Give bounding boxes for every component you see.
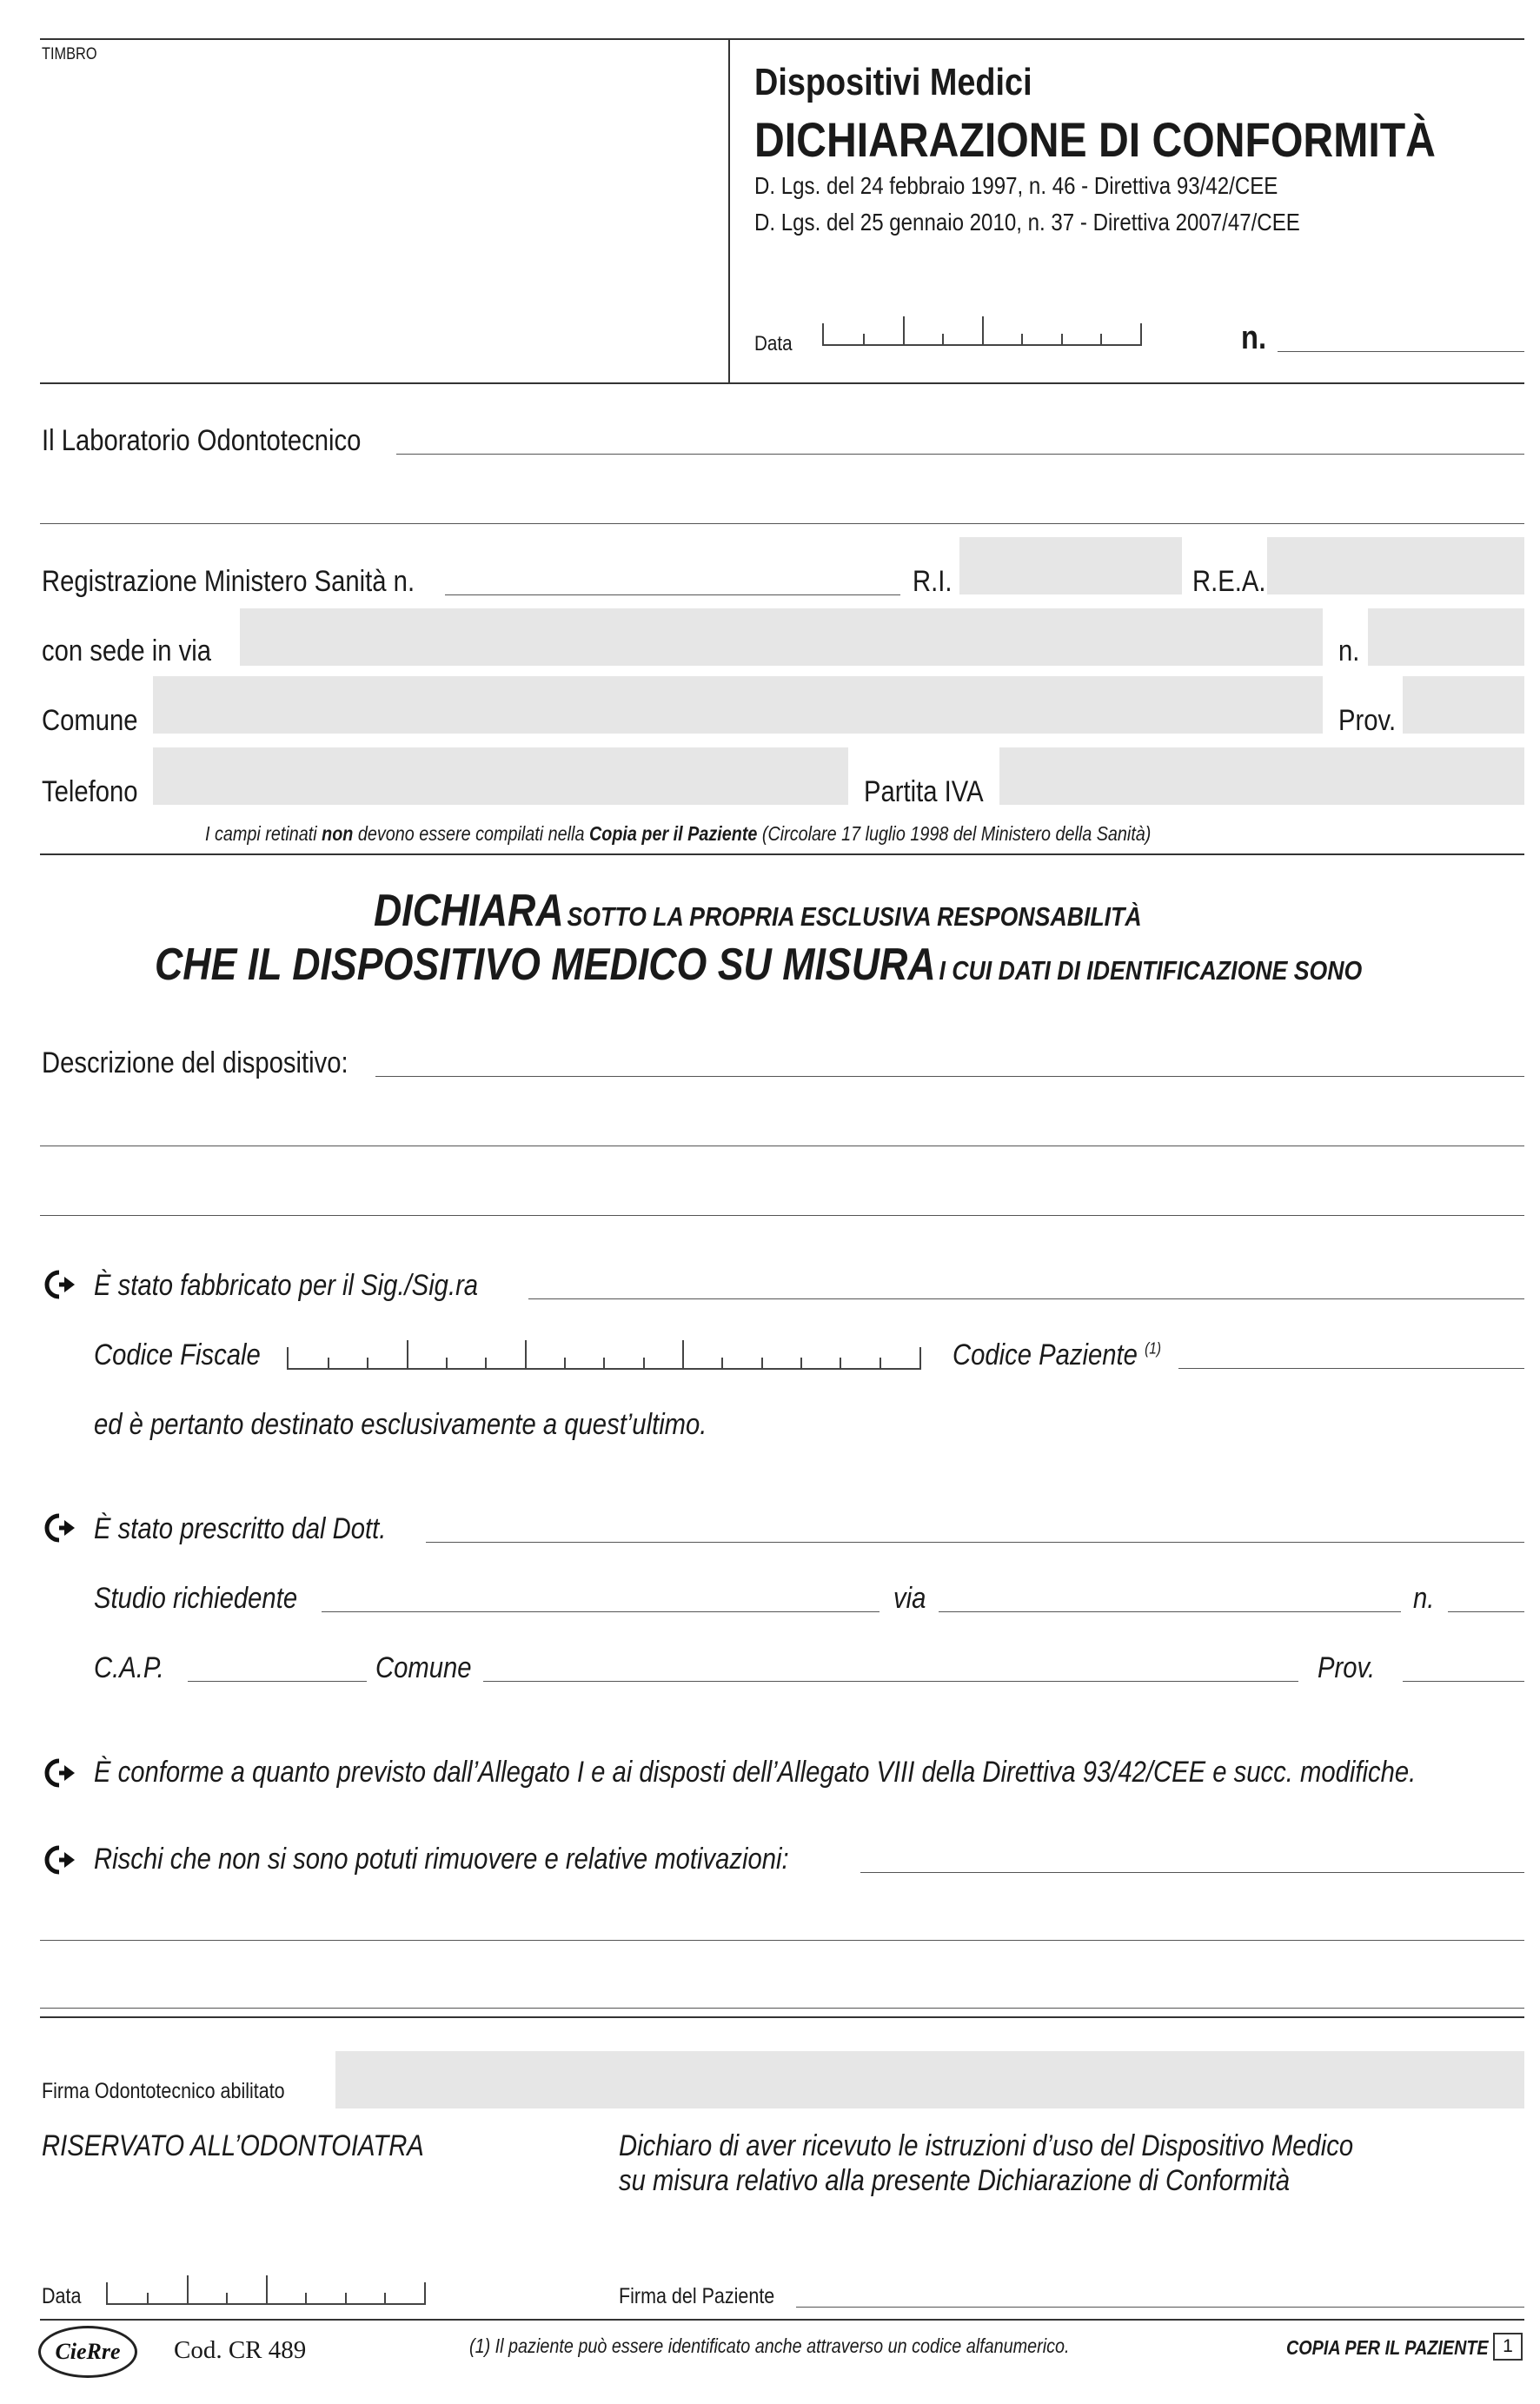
lab-name-field-2[interactable]: [40, 523, 1524, 524]
arrow-bullet-icon: [38, 1512, 76, 1544]
conformity-text: È conforme a quanto previsto dall’Allegato I e ai disposti dell’Allegato VIII della Direttiva 93/42/CEE e succ. modifiche.: [94, 1756, 1417, 1789]
studio-field[interactable]: [322, 1611, 880, 1612]
header-bottom-rule: [40, 382, 1524, 384]
address-label: con sede in via: [42, 634, 212, 667]
header-number-label: n.: [1241, 320, 1267, 356]
technician-signature-field[interactable]: [335, 2051, 1524, 2108]
studio-province-label: Prov.: [1318, 1651, 1376, 1684]
risks-field[interactable]: [860, 1872, 1524, 1873]
tax-code-label: Codice Fiscale: [94, 1338, 261, 1371]
street-number-field[interactable]: [1368, 608, 1524, 666]
patient-code-label: Codice Paziente $^{(1)}$: [953, 1338, 1161, 1371]
lab-label: Il Laboratorio Odontotecnico: [42, 424, 362, 457]
phone-label: Telefono: [42, 775, 138, 808]
technician-signature-label: Firma Odontotecnico abilitato: [42, 2079, 285, 2103]
risks-field-2[interactable]: [40, 1940, 1524, 1941]
address-field[interactable]: [240, 608, 1323, 666]
law-reference-2: D. Lgs. del 25 gennaio 2010, n. 37 - Direttiva 2007/47/CEE: [754, 209, 1300, 236]
studio-number-field[interactable]: [1448, 1611, 1524, 1612]
ri-field[interactable]: [959, 537, 1182, 594]
footer-top-rule: [40, 2319, 1524, 2321]
prescribed-label: È stato prescritto dal Dott.: [94, 1512, 387, 1545]
lab-name-field[interactable]: [396, 454, 1524, 455]
arrow-bullet-icon: [38, 1269, 76, 1300]
doctor-name-field[interactable]: [426, 1542, 1524, 1543]
lab-section-bottom-rule: [40, 853, 1524, 855]
province-label: Prov.: [1338, 704, 1397, 737]
arrow-bullet-icon: [38, 1844, 76, 1876]
phone-field[interactable]: [153, 747, 848, 805]
studio-city-label: Comune: [375, 1651, 472, 1684]
header-date-field[interactable]: [822, 323, 1142, 346]
risks-label: Rischi che non si sono potuti rimuovere e relative motivazioni:: [94, 1843, 789, 1876]
form-title: DICHIARAZIONE DI CONFORMITÀ: [754, 112, 1436, 167]
form-subtitle: Dispositivi Medici: [754, 61, 1032, 103]
patient-signature-label: Firma del Paziente: [619, 2284, 775, 2308]
risks-field-3[interactable]: [40, 2008, 1524, 2009]
receipt-line-1: Dichiaro di aver ricevuto le istruzioni d’uso del Dispositivo Medico: [619, 2129, 1354, 2162]
receipt-date-label: Data: [42, 2284, 82, 2308]
arrow-bullet-icon: [38, 1757, 76, 1789]
rea-label: R.E.A.: [1192, 565, 1266, 598]
device-description-label: Descrizione del dispositivo:: [42, 1046, 348, 1079]
device-description-field[interactable]: [375, 1076, 1524, 1077]
studio-street-field[interactable]: [939, 1611, 1401, 1612]
registration-field[interactable]: [445, 594, 900, 595]
patient-signature-field[interactable]: [796, 2307, 1524, 2308]
studio-street-label: via: [893, 1582, 926, 1615]
reserved-label: RISERVATO ALL’ODONTOIATRA: [42, 2129, 424, 2162]
province-field[interactable]: [1403, 676, 1524, 734]
patient-code-field[interactable]: [1178, 1368, 1524, 1369]
product-code: Cod. CR 489: [174, 2336, 307, 2364]
registration-label: Registrazione Ministero Sanità n.: [42, 565, 415, 598]
cap-label: C.A.P.: [94, 1651, 164, 1684]
declaration-line-1: DICHIARA SOTTO LA PROPRIA ESCLUSIVA RESPONSABILITÀ: [374, 886, 1142, 936]
header-divider: [728, 38, 730, 382]
footnote: (1) Il paziente può essere identificato anche attraverso un codice alfanumerico.: [469, 2334, 1070, 2357]
destined-text: ed è pertanto destinato esclusivamente a quest’ultimo.: [94, 1408, 707, 1441]
copy-label: COPIA PER IL PAZIENTE: [1286, 2336, 1489, 2359]
page-number-box: 1: [1493, 2333, 1523, 2361]
city-field[interactable]: [153, 676, 1323, 734]
patient-name-field[interactable]: [528, 1298, 1524, 1299]
street-number-label: n.: [1338, 634, 1360, 667]
cap-field[interactable]: [188, 1681, 367, 1682]
device-description-field-3[interactable]: [40, 1215, 1524, 1216]
cierre-logo: CieRre: [38, 2326, 137, 2378]
studio-number-label: n.: [1413, 1582, 1435, 1615]
shaded-fields-note: I campi retinati non devono essere compilati nella Copia per il Paziente (Circolare 17 luglio 1998 del Ministero della Sanità): [205, 822, 1152, 845]
studio-city-field[interactable]: [483, 1681, 1298, 1682]
header-date-label: Data: [754, 332, 793, 355]
law-reference-1: D. Lgs. del 24 febbraio 1997, n. 46 - Direttiva 93/42/CEE: [754, 172, 1278, 199]
risks-section-bottom-rule: [40, 2016, 1524, 2018]
header-top-rule: [40, 38, 1524, 40]
vat-field[interactable]: [999, 747, 1524, 805]
vat-label: Partita IVA: [864, 775, 984, 808]
stamp-label: TIMBRO: [42, 45, 97, 63]
studio-province-field[interactable]: [1403, 1681, 1524, 1682]
declaration-line-2: CHE IL DISPOSITIVO MEDICO SU MISURA I CUI DATI DI IDENTIFICAZIONE SONO: [155, 940, 1363, 990]
header-number-field[interactable]: [1278, 351, 1524, 352]
ri-label: R.I.: [913, 565, 953, 598]
rea-field[interactable]: [1267, 537, 1524, 594]
tax-code-field[interactable]: [287, 1347, 921, 1370]
studio-label: Studio richiedente: [94, 1582, 298, 1615]
receipt-line-2: su misura relativo alla presente Dichiarazione di Conformità: [619, 2164, 1290, 2197]
city-label: Comune: [42, 704, 138, 737]
made-for-label: È stato fabbricato per il Sig./Sig.ra: [94, 1269, 479, 1302]
receipt-date-field[interactable]: [106, 2282, 426, 2305]
